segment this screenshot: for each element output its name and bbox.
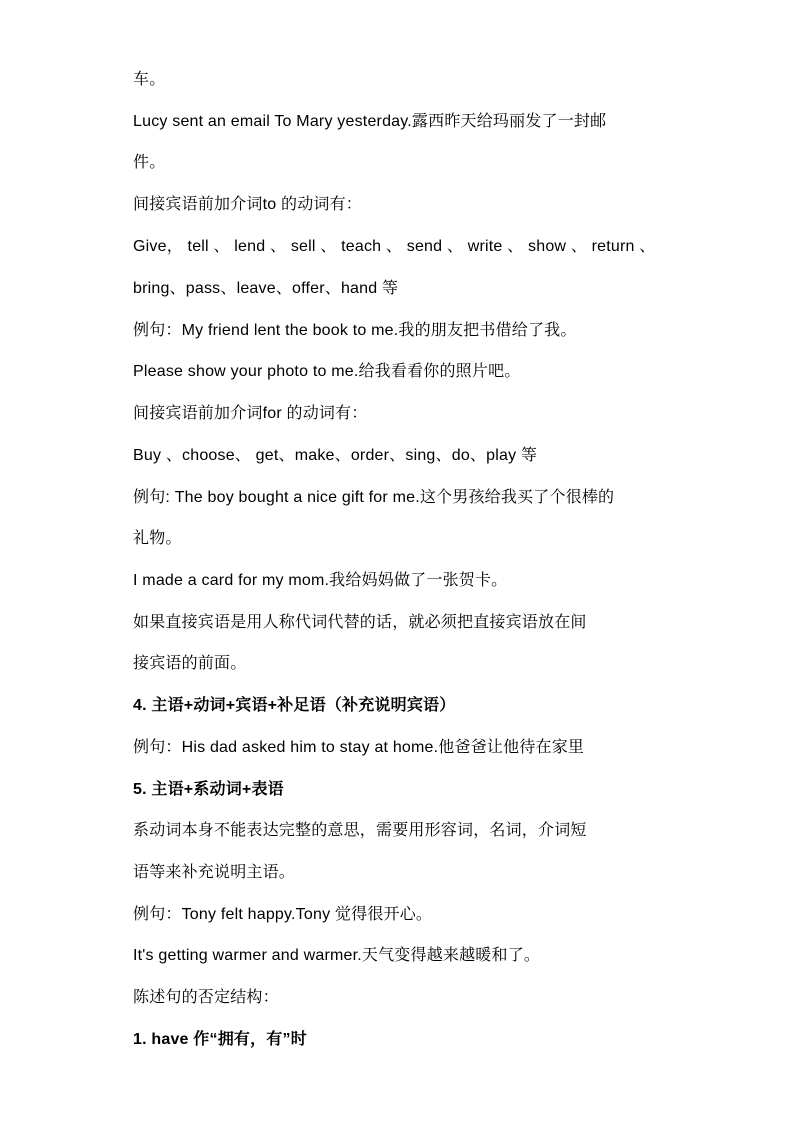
text-line: 礼物。 bbox=[133, 530, 182, 547]
text-line: 语等来补充说明主语。 bbox=[133, 864, 296, 881]
text-line: 系动词本身不能表达完整的意思，需要用形容词，名词，介词短 bbox=[133, 822, 587, 839]
text-line: 例句：My friend lent the book to me.我的朋友把书借给了我。 bbox=[133, 322, 577, 339]
text-line: I made a card for my mom.我给妈妈做了一张贺卡。 bbox=[133, 572, 508, 589]
text-line: 例句：His dad asked him to stay at home.他爸爸让他待在家里 bbox=[133, 739, 585, 756]
text-line: bring、pass、leave、offer、hand 等 bbox=[133, 280, 399, 297]
text-line: 车。 bbox=[133, 71, 166, 88]
text-line: 例句: The boy bought a nice gift for me.这个男孩给我买了个很棒的 bbox=[133, 489, 615, 506]
text-line: 间接宾语前加介词for 的动词有： bbox=[133, 405, 368, 422]
section-heading: 5. 主语+系动词+表语 bbox=[133, 781, 284, 798]
text-line: Please show your photo to me.给我看看你的照片吧。 bbox=[133, 363, 521, 380]
text-line: Give， tell 、 lend 、 sell 、 teach 、 send 、 write 、 show 、 return 、 bbox=[133, 238, 656, 255]
section-heading: 1. have 作“拥有，有”时 bbox=[133, 1031, 307, 1048]
section-heading: 4. 主语+动词+宾语+补足语（补充说明宾语） bbox=[133, 697, 456, 714]
text-line: 如果直接宾语是用人称代词代替的话，就必须把直接宾语放在间 bbox=[133, 614, 587, 631]
text-line: 件。 bbox=[133, 154, 166, 171]
text-line: 陈述句的否定结构： bbox=[133, 989, 279, 1006]
text-line: 间接宾语前加介词to 的动词有： bbox=[133, 196, 362, 213]
text-line: Buy 、choose、 get、make、order、sing、do、play 等 bbox=[133, 447, 538, 464]
text-line: It's getting warmer and warmer.天气变得越来越暖和了。 bbox=[133, 947, 541, 964]
text-line: 接宾语的前面。 bbox=[133, 655, 247, 672]
text-line: 例句：Tony felt happy.Tony 觉得很开心。 bbox=[133, 906, 433, 923]
text-line: Lucy sent an email To Mary yesterday.露西昨天给玛丽发了一封邮 bbox=[133, 113, 607, 130]
